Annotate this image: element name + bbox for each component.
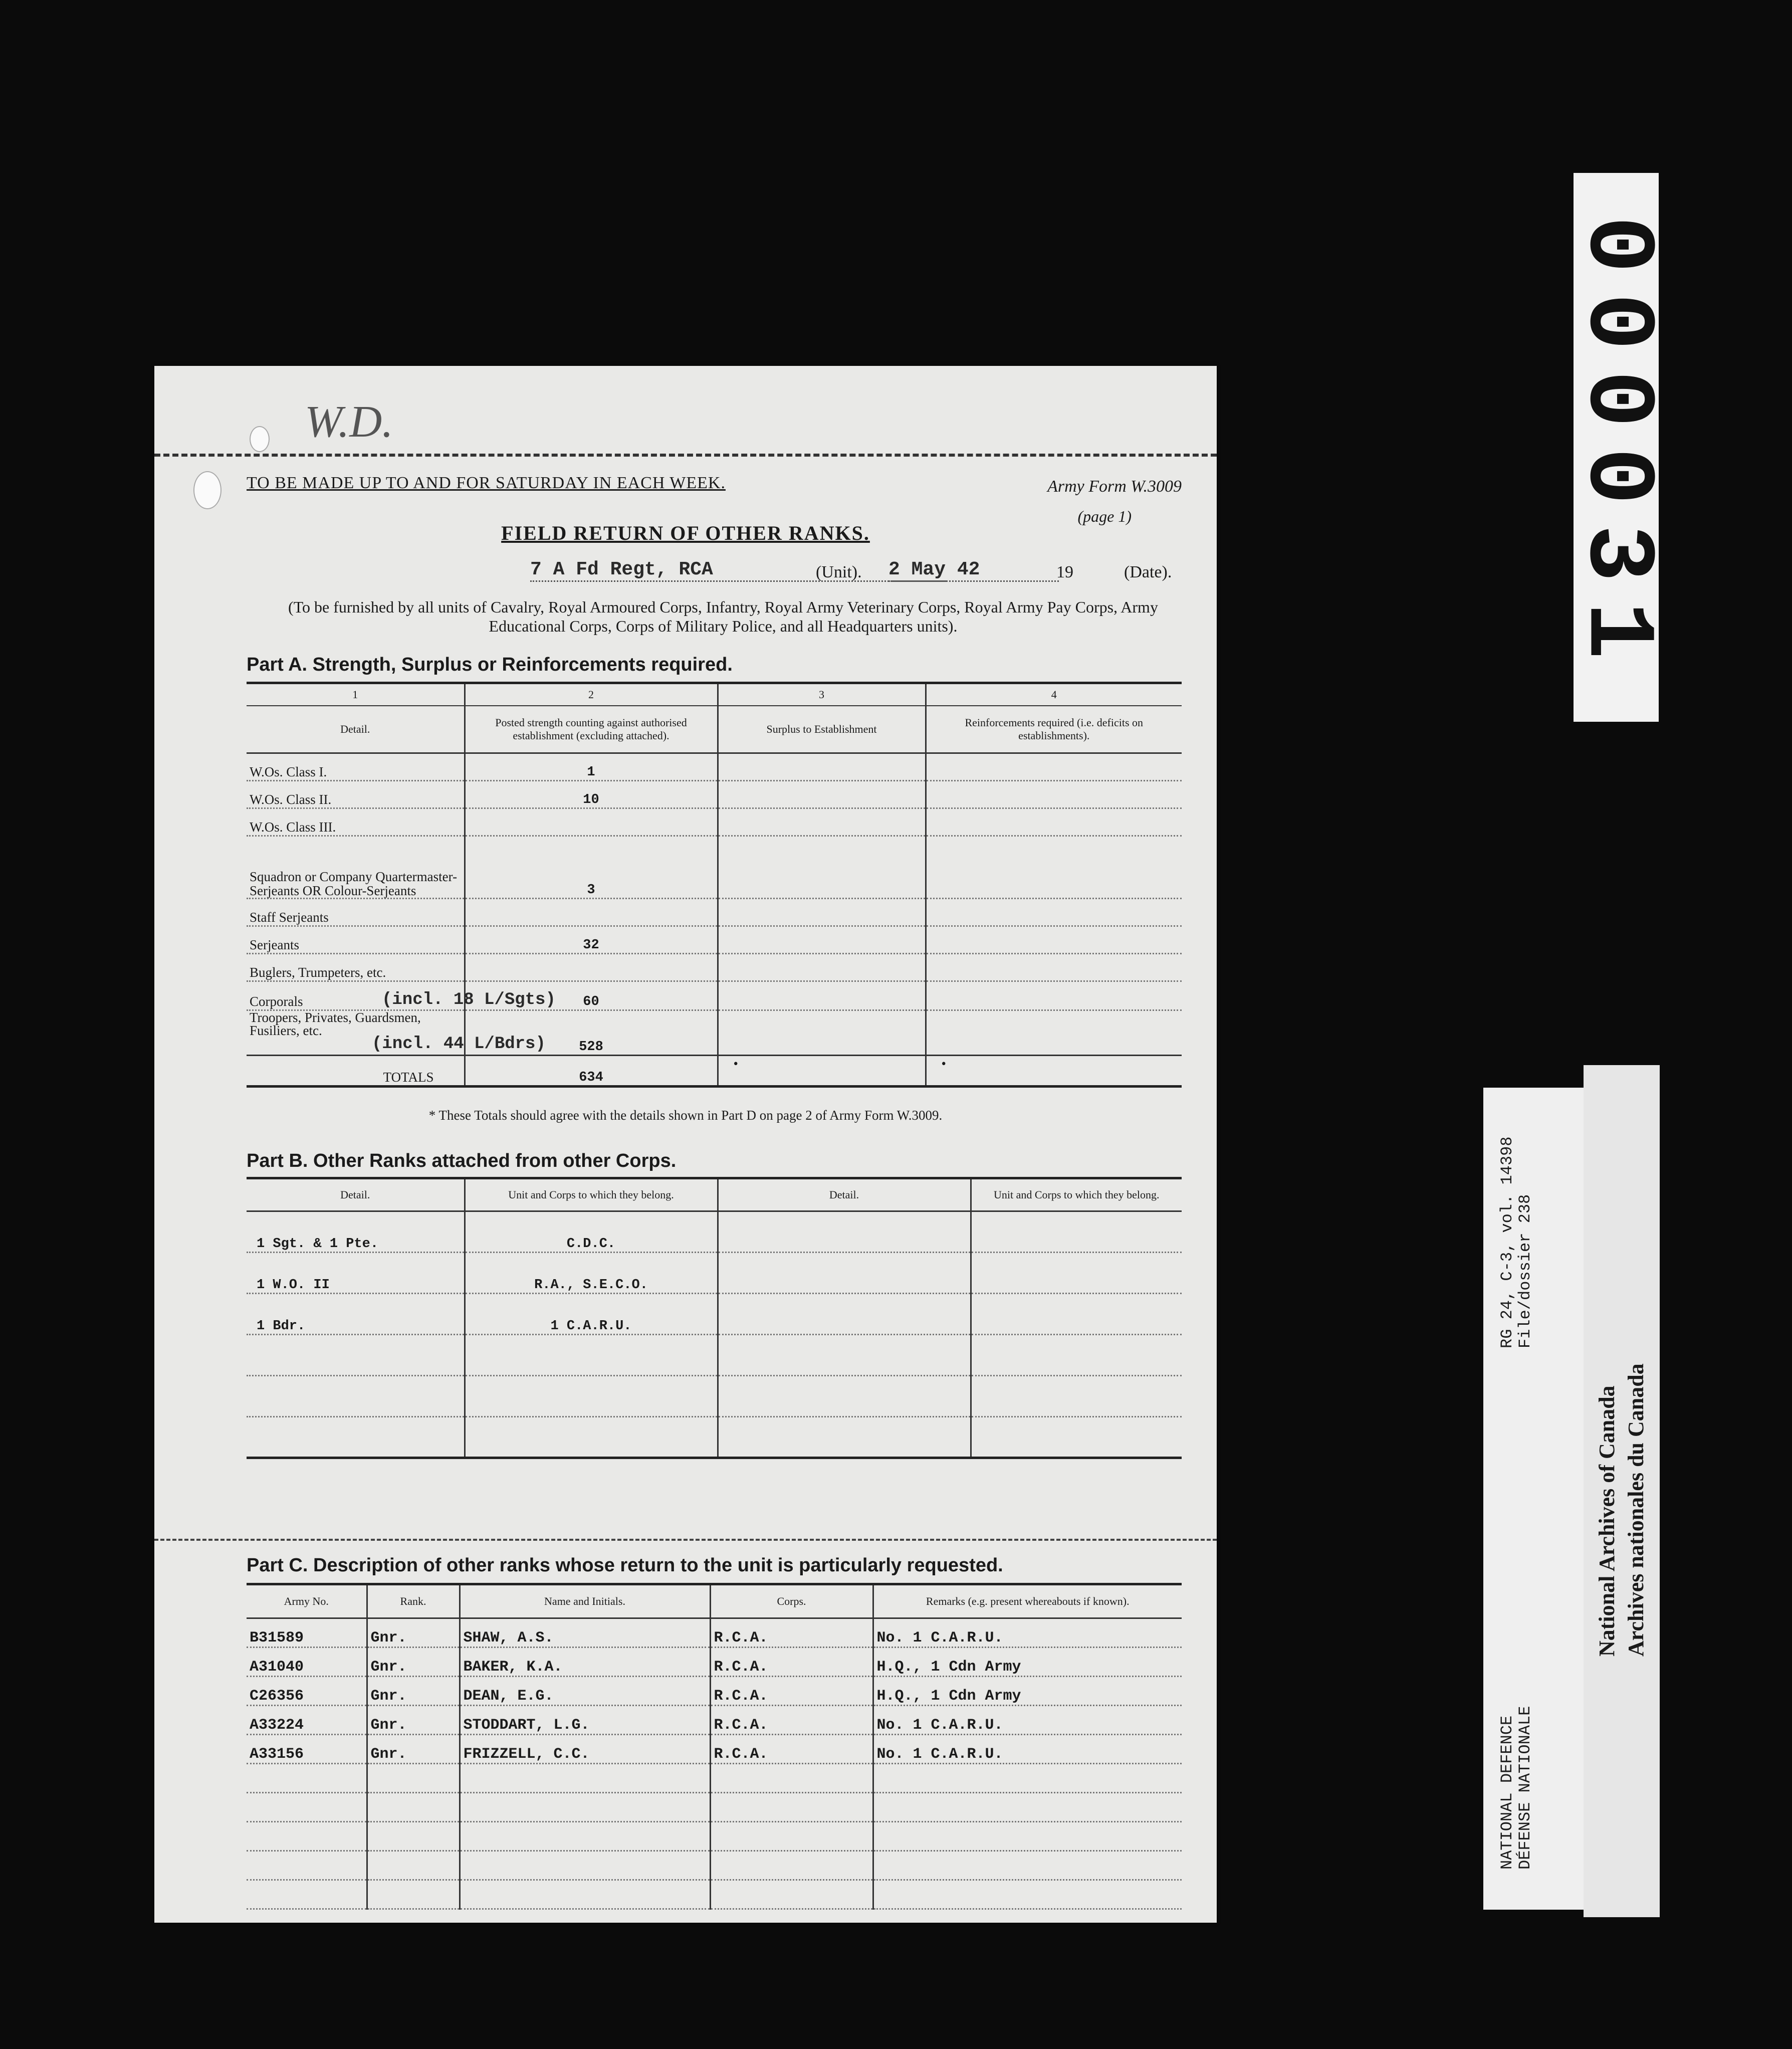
army-number: B31589 [247, 1618, 367, 1648]
column-header: Rank. [367, 1584, 460, 1618]
footnote: * These Totals should agree with the details shown in Part D on page 2 of Army Form W.3009. [428, 1108, 943, 1123]
defence-en: NATIONAL DEFENCE [1498, 1715, 1516, 1870]
remarks: H.Q., 1 Cdn Army [873, 1648, 1182, 1677]
table-row [247, 926, 1182, 954]
form-number: Army Form W.3009 [1047, 477, 1182, 496]
row-strength [465, 899, 718, 926]
name-initials: SHAW, A.S. [460, 1618, 710, 1648]
row-note: (incl. 18 L/Sgts) [382, 990, 556, 1009]
column-header: Detail. [718, 1178, 971, 1211]
table-row [247, 1648, 1182, 1677]
column-header: Detail. [340, 722, 370, 735]
punch-hole [193, 471, 221, 509]
row-strength: 528 [465, 1010, 718, 1056]
table-row [247, 954, 1182, 981]
unit-value: 7 A Fd Regt, RCA [530, 559, 946, 582]
row-detail: Troopers, Privates, Guardsmen, Fusiliers, etc. [250, 1010, 421, 1038]
name-initials: FRIZZELL, C.C. [460, 1735, 710, 1764]
table-row [247, 781, 1182, 808]
row-strength: 1 [465, 753, 718, 781]
reference-block [1498, 1137, 1534, 1348]
corps: R.C.A. [710, 1648, 873, 1677]
perforation-line [154, 454, 1217, 457]
rank: Gnr. [367, 1648, 460, 1677]
column-header: Surplus to Establishment [718, 706, 926, 753]
row-detail: Staff Serjeants [247, 899, 465, 926]
defence-fr: DÉFENSE NATIONALE [1516, 1706, 1534, 1870]
rank: Gnr. [367, 1618, 460, 1648]
row-strength: 10 [465, 781, 718, 808]
part-c-heading: Part C. Description of other ranks whose return to the unit is particularly requested. [247, 1555, 1003, 1576]
attached-detail: 1 W.O. II [247, 1253, 465, 1294]
row-strength: 3 [465, 836, 718, 899]
table-row [247, 1706, 1182, 1735]
archive-reference-label [1483, 1088, 1584, 1910]
attached-unit: 1 C.A.R.U. [465, 1294, 718, 1335]
archives-fr: Archives nationales du Canada [1624, 1363, 1648, 1657]
row-detail: Serjeants [247, 926, 465, 954]
remarks: H.Q., 1 Cdn Army [873, 1677, 1182, 1706]
archives-name-label [1584, 1065, 1660, 1917]
remarks: No. 1 C.A.R.U. [873, 1618, 1182, 1648]
column-header: Army No. [284, 1595, 329, 1607]
column-header: Corps. [710, 1584, 873, 1618]
form-title: FIELD RETURN OF OTHER RANKS. [501, 522, 870, 544]
totals-label: TOTALS [383, 1070, 434, 1085]
army-number: A33156 [247, 1735, 367, 1764]
name-initials: BAKER, K.A. [460, 1648, 710, 1677]
attached-unit: R.A., S.E.C.O. [465, 1253, 718, 1294]
corps: R.C.A. [710, 1706, 873, 1735]
attached-unit: C.D.C. [465, 1211, 718, 1253]
column-header: Name and Initials. [460, 1584, 710, 1618]
table-row [247, 981, 1182, 1010]
row-detail: Buglers, Trumpeters, etc. [247, 954, 465, 981]
column-header: Reinforcements required (i.e. deficits on establishments). [926, 706, 1182, 753]
totals-value: 634 [465, 1056, 718, 1087]
handwritten-note: W.D. [305, 397, 393, 447]
part-a-table [247, 682, 1182, 1088]
row-note: (incl. 44 L/Bdrs) [372, 1035, 546, 1054]
part-b-heading: Part B. Other Ranks attached from other Corps. [247, 1150, 677, 1171]
col-number: 4 [926, 683, 1182, 706]
rank: Gnr. [367, 1735, 460, 1764]
corps: R.C.A. [710, 1618, 873, 1648]
col-number: 3 [718, 683, 926, 706]
remarks: No. 1 C.A.R.U. [873, 1706, 1182, 1735]
row-strength: 60 [465, 981, 718, 1010]
column-header: Unit and Corps to which they belong. [465, 1178, 718, 1211]
year-prefix: 19 [1056, 563, 1073, 581]
column-header: Posted strength counting against authorised establishment (excluding attached). [465, 706, 718, 753]
part-c-table [247, 1583, 1182, 1910]
remarks: No. 1 C.A.R.U. [873, 1735, 1182, 1764]
defence-block [1498, 1706, 1534, 1870]
frame-code-strip [1562, 173, 1670, 722]
corps: R.C.A. [710, 1735, 873, 1764]
date-label: (Date). [1124, 563, 1172, 581]
table-row [247, 836, 1182, 899]
frame-code: 000031 [1562, 216, 1670, 679]
name-initials: DEAN, E.G. [460, 1677, 710, 1706]
punch-hole [250, 426, 270, 452]
rank: Gnr. [367, 1706, 460, 1735]
column-header: Detail. [340, 1188, 370, 1201]
table-row [247, 808, 1182, 836]
corps: R.C.A. [710, 1677, 873, 1706]
date-value: 2 May 42 [888, 559, 1059, 582]
row-detail: W.Os. Class I. [247, 753, 465, 781]
table-row [247, 899, 1182, 926]
column-header: Remarks (e.g. present whereabouts if known). [873, 1584, 1182, 1618]
attached-detail: 1 Bdr. [247, 1294, 465, 1335]
army-number: A31040 [247, 1648, 367, 1677]
part-b-table [247, 1177, 1182, 1459]
instruction-note: (To be furnished by all units of Cavalry, Royal Armoured Corps, Infantry, Royal Army Veterinary Corps, Royal Army Pay Corps, Army Educational Corps, Corps of Military Police, and all Headquarters units). [288, 598, 1158, 635]
page-number: (page 1) [1077, 507, 1132, 525]
table-row [247, 1294, 1182, 1335]
row-strength [465, 954, 718, 981]
column-header: Unit and Corps to which they belong. [971, 1178, 1182, 1211]
table-row [247, 753, 1182, 781]
perforation-line [154, 1539, 1217, 1541]
instruction-line: TO BE MADE UP TO AND FOR SATURDAY IN EACH WEEK. [247, 474, 726, 492]
row-detail: W.Os. Class III. [247, 808, 465, 836]
army-number: A33224 [247, 1706, 367, 1735]
row-detail: W.Os. Class II. [247, 781, 465, 808]
row-strength: 32 [465, 926, 718, 954]
table-row [247, 1677, 1182, 1706]
table-row [247, 1735, 1182, 1764]
table-row [247, 1010, 1182, 1056]
row-detail: Squadron or Company Quartermaster-Serjeants OR Colour-Serjeants [247, 836, 465, 899]
row-strength [465, 808, 718, 836]
army-number: C26356 [247, 1677, 367, 1706]
table-row [247, 1211, 1182, 1253]
form-page [154, 366, 1217, 1923]
part-a-heading: Part A. Strength, Surplus or Reinforcements required. [247, 654, 733, 675]
archives-block [1593, 1363, 1651, 1657]
row-detail: Corporals [250, 994, 303, 1009]
reference-line: RG 24, C-3, vol. 14398 [1498, 1136, 1516, 1348]
totals-row: TOTALS 634 • • [247, 1056, 1182, 1087]
name-initials: STODDART, L.G. [460, 1706, 710, 1735]
rank: Gnr. [367, 1677, 460, 1706]
table-row [247, 1618, 1182, 1648]
unit-label: (Unit). [816, 563, 862, 581]
reference-line: File/dossier 238 [1516, 1194, 1534, 1348]
table-row [247, 1253, 1182, 1294]
attached-detail: 1 Sgt. & 1 Pte. [247, 1211, 465, 1253]
col-number: 2 [465, 683, 718, 706]
col-number: 1 [247, 683, 465, 706]
archives-en: National Archives of Canada [1595, 1385, 1619, 1657]
